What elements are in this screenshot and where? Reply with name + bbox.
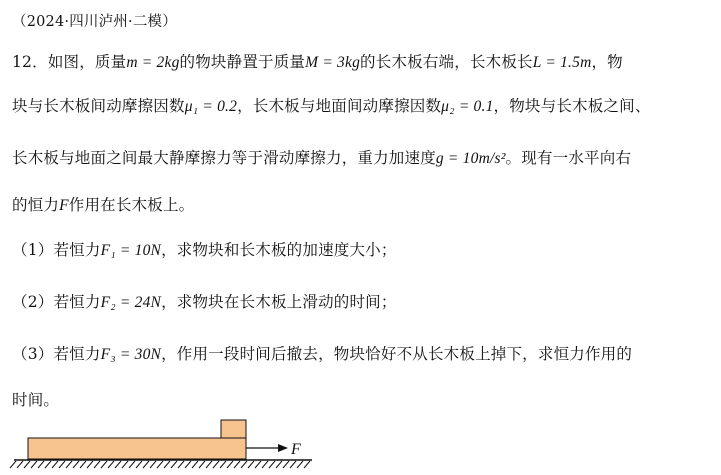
block <box>221 420 246 438</box>
hatch-line <box>276 461 282 468</box>
hatch-line <box>241 461 247 468</box>
hatch-line <box>227 461 233 468</box>
hatch-line <box>150 461 156 468</box>
part-2 <box>12 290 397 312</box>
mass-M-expr: M = 3kg <box>305 54 361 71</box>
text-segment: 。现有一水平向右 <box>505 149 632 167</box>
problem-line-4 <box>12 193 194 215</box>
text-segment: 的长木板右端，长木板长 <box>360 53 533 71</box>
hatch-line <box>52 461 58 468</box>
part-label: （3）若恒力 <box>12 345 101 363</box>
hatch-line <box>185 461 191 468</box>
hatch-line <box>199 461 205 468</box>
hatch-line <box>283 461 289 468</box>
hatch-line <box>38 461 44 468</box>
text-segment: 块与长木板间动摩擦因数 <box>12 97 185 115</box>
text-segment: 作用在长木板上。 <box>68 196 195 214</box>
hatch-line <box>262 461 268 468</box>
text-segment: ，长木板与地面间动摩擦因数 <box>237 97 442 115</box>
part-force-expr: F₃ = 30N <box>100 346 162 363</box>
hatch-line <box>129 461 135 468</box>
force-arrow <box>246 444 288 452</box>
hatch-line <box>24 461 30 468</box>
part-text: ，求物块和长木板的加速度大小； <box>161 241 397 259</box>
hatch-line <box>164 461 170 468</box>
problem-number: 12． <box>12 53 48 71</box>
hatch-line <box>269 461 275 468</box>
hatch-line <box>178 461 184 468</box>
hatch-line <box>122 461 128 468</box>
mu1-expr: μ₁ = 0.2 <box>184 98 238 115</box>
hatch-line <box>213 461 219 468</box>
hatch-line <box>80 461 86 468</box>
hatch-line <box>255 461 261 468</box>
length-L-expr: L = 1.5m <box>532 54 592 71</box>
hatch-line <box>115 461 121 468</box>
force-symbol: F <box>59 197 69 214</box>
gravity-expr: g = 10m/s² <box>435 150 506 167</box>
hatch-line <box>66 461 72 468</box>
hatch-line <box>10 461 16 468</box>
hatch-line <box>17 461 23 468</box>
part-text: ，作用一段时间后撤去，物块恰好不从长木板上掉下，求恒力作用的 <box>161 345 633 363</box>
text-segment: ，物块与长木板之间、 <box>493 97 651 115</box>
text-segment: 的物块静置于质量 <box>179 53 306 71</box>
text-segment: ，物 <box>591 53 623 71</box>
hatch-line <box>248 461 254 468</box>
hatch-line <box>136 461 142 468</box>
problem-line-1 <box>12 50 623 72</box>
hatch-line <box>192 461 198 468</box>
text-segment: 的恒力 <box>12 196 60 214</box>
problem-line-3 <box>12 146 631 168</box>
problem-line-2 <box>12 94 651 116</box>
hatch-line <box>45 461 51 468</box>
hatch-line <box>108 461 114 468</box>
part-label: （2）若恒力 <box>12 293 101 311</box>
figure-board-block <box>0 408 330 475</box>
mass-m-expr: m = 2kg <box>126 54 180 71</box>
text-segment: 长木板与地面之间最大静摩擦力等于滑动摩擦力，重力加速度 <box>12 149 436 167</box>
exam-source: （2024·四川泸州·二模） <box>12 14 177 30</box>
hatch-line <box>304 461 310 468</box>
force-label: F <box>291 441 301 458</box>
hatch-line <box>87 461 93 468</box>
part-3-continuation: 时间。 <box>12 391 60 409</box>
part-label: （1）若恒力 <box>12 241 101 259</box>
text-segment: 如图，质量 <box>47 53 127 71</box>
hatch-line <box>290 461 296 468</box>
hatch-line <box>157 461 163 468</box>
mu2-expr: μ₂ = 0.1 <box>441 98 494 115</box>
ground-hatching <box>10 460 312 468</box>
hatch-line <box>94 461 100 468</box>
part-3 <box>12 342 632 364</box>
part-1 <box>12 238 397 260</box>
part-force-expr: F₁ = 10N <box>100 242 162 259</box>
hatch-line <box>220 461 226 468</box>
hatch-line <box>101 461 107 468</box>
hatch-line <box>234 461 240 468</box>
part-text: ，求物块在长木板上滑动的时间； <box>161 293 397 311</box>
hatch-line <box>73 461 79 468</box>
hatch-line <box>143 461 149 468</box>
long-board <box>28 438 246 459</box>
hatch-line <box>59 461 65 468</box>
hatch-line <box>297 461 303 468</box>
part-force-expr: F₂ = 24N <box>100 294 162 311</box>
hatch-line <box>206 461 212 468</box>
hatch-line <box>171 461 177 468</box>
hatch-line <box>31 461 37 468</box>
